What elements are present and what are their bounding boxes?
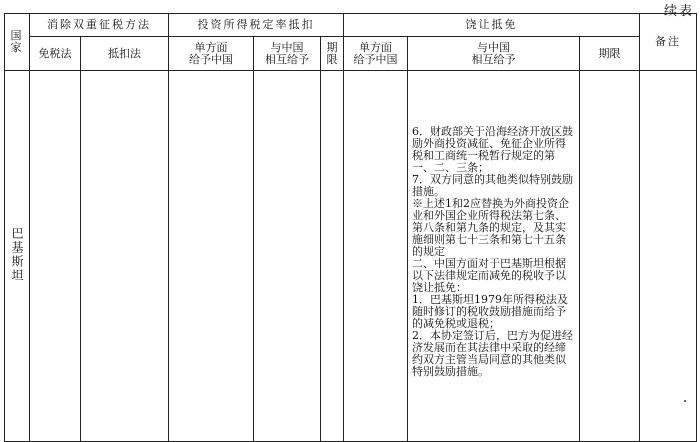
header-tax-sparing-credit: 投资所得税定率抵扣	[169, 14, 344, 37]
header-sparing-mutual: 与中国 相互给予	[254, 37, 321, 71]
relief-mutual-text-cell	[408, 71, 580, 442]
header-relief-unilateral: 单方面 给予中国	[344, 37, 408, 71]
exemption-method-cell	[30, 71, 81, 442]
treaty-paragraph: ※上述1和2应替换为外商投资企业和外国企业所得税法第七条、第八条和第九条的规定，及其实施细则第七十三条和第七十五条的规定	[412, 197, 570, 258]
header-sparing-period: 期 限	[321, 37, 344, 71]
scan-speck	[684, 400, 686, 402]
header-relief-mutual: 与中国 相互给予	[408, 37, 580, 71]
treaty-paragraph: 7．双方同意的其他类似特别鼓励措施。	[412, 173, 574, 198]
header-sparing-unilateral: 单方面 给予中国	[169, 37, 254, 71]
continued-label: 续表	[663, 4, 694, 19]
relief-period-cell	[580, 71, 640, 442]
header-remarks: 备注	[640, 14, 697, 71]
header-sparing-relief: 饶让抵免	[344, 14, 640, 37]
sparing-mutual-cell	[254, 71, 321, 442]
tax-treaty-table	[4, 13, 697, 442]
header-country: 国家	[5, 14, 30, 71]
remarks-cell	[640, 71, 697, 442]
treaty-paragraph: 6．财政部关于沿海经济开放区鼓励外商投资减征、免征企业所得税和工商统一税暂行规定的第一、二、三条；	[412, 125, 574, 174]
treaty-paragraph: 1．巴基斯坦1979年所得税法及随时修订的税收鼓励措施而给予的减免税或退税；	[412, 293, 569, 330]
sparing-unilateral-cell	[169, 71, 254, 442]
credit-method-cell	[81, 71, 169, 442]
relief-unilateral-cell	[344, 71, 408, 442]
sparing-period-cell	[321, 71, 344, 442]
country-name: 巴基斯坦	[10, 226, 24, 283]
treaty-paragraph: 二、中国方面对于巴基斯坦根据以下法律规定而减免的税收予以饶让抵免：	[412, 257, 567, 294]
country-cell	[5, 71, 30, 442]
treaty-paragraph: 2．本协定签订后，巴方为促进经济发展而在其法律中采取的经缔约双方主管当局同意的其他类似特别鼓励措施。	[412, 329, 574, 378]
header-exemption-method: 免税法	[30, 37, 81, 71]
header-relief-period: 期限	[580, 37, 640, 71]
header-elimination-methods: 消除双重征税方法	[30, 14, 169, 37]
header-credit-method: 抵扣法	[81, 37, 169, 71]
